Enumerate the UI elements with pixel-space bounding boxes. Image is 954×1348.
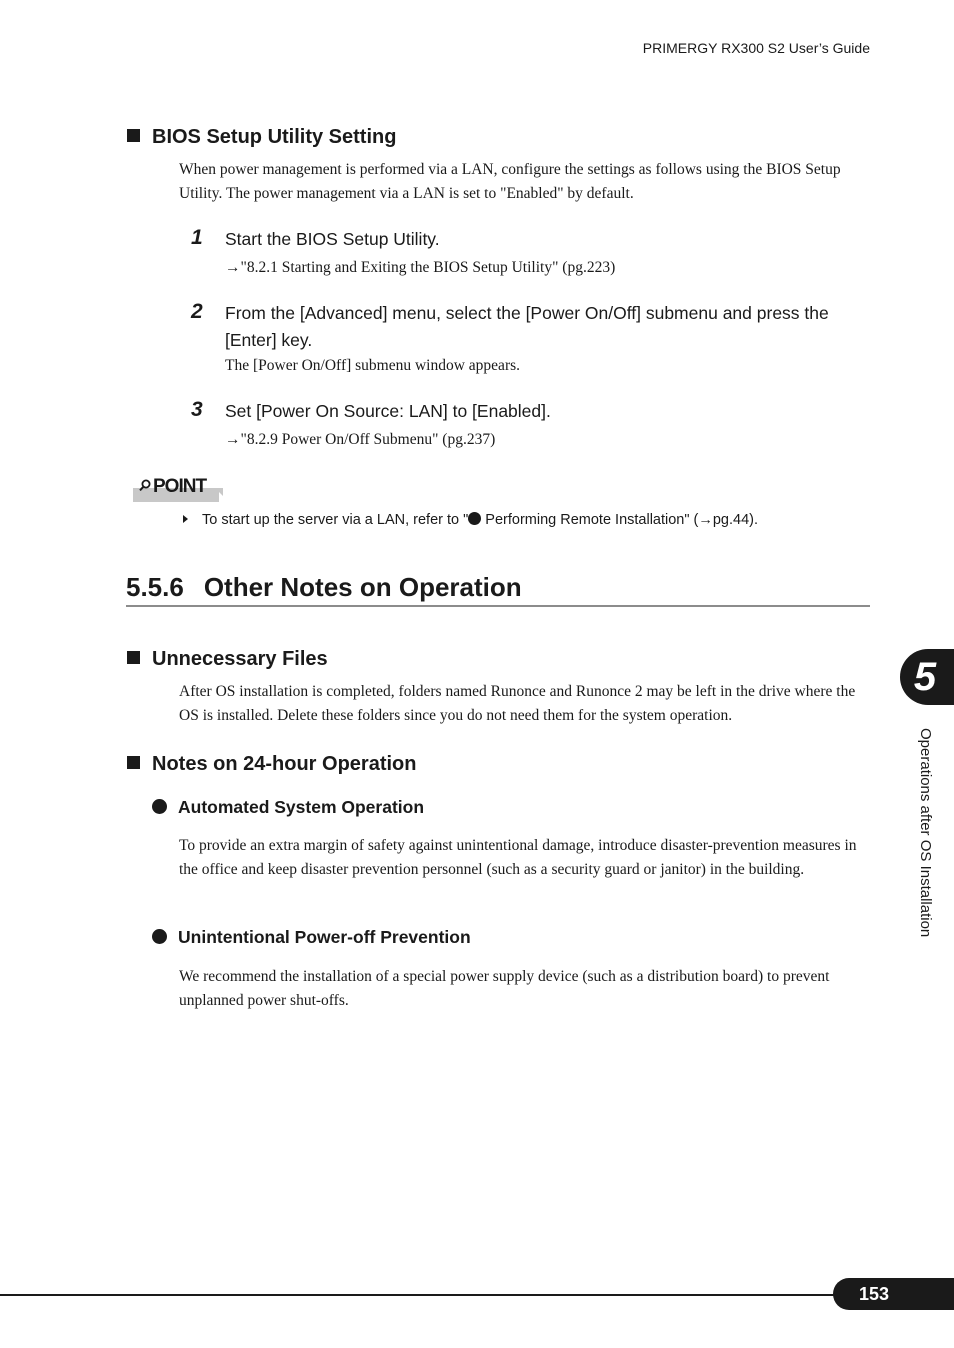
circle-bullet-icon — [152, 799, 167, 814]
triangle-bullet-icon — [183, 515, 188, 523]
step-text-2: From the [Advanced] menu, select the [Power On/Off] submenu and press the [Enter] key. — [225, 303, 829, 350]
automated-operation-heading: Automated System Operation — [152, 797, 424, 818]
step-text-3: Set [Power On Source: LAN] to [Enabled]. — [225, 401, 551, 421]
notes-24h-heading: Notes on 24-hour Operation — [127, 753, 416, 776]
square-bullet-icon — [127, 651, 140, 664]
footer-rule — [0, 1294, 840, 1296]
step-number-3: 3 — [191, 398, 203, 421]
bios-setup-heading: BIOS Setup Utility Setting — [127, 126, 396, 149]
running-header: PRIMERGY RX300 S2 User’s Guide — [642, 40, 870, 56]
chapter-title-vertical: Operations after OS Installation — [917, 728, 934, 938]
poweroff-prevention-body: We recommend the installation of a special power supply device (such as a distribution board) to prevent unplanned power shut-offs. — [179, 968, 830, 1009]
point-item: To start up the server via a LAN, refer to " Performing Remote Installation" (→pg.44). — [183, 512, 758, 528]
bios-setup-intro: When power management is performed via a LAN, configure the settings as follows using the BIOS Setup Utility. The power management via a LAN is set to "Enabled" by default. — [179, 161, 841, 202]
poweroff-prevention-heading: Unintentional Power-off Prevention — [152, 927, 471, 948]
section-number: 5.5.6 — [126, 572, 184, 602]
step-text-1: Start the BIOS Setup Utility. — [225, 229, 440, 249]
point-reference[interactable]: Performing Remote Installation" (→pg.44). — [481, 512, 759, 528]
unnecessary-files-heading: Unnecessary Files — [127, 648, 328, 671]
automated-operation-body: To provide an extra margin of safety against unintentional damage, introduce disaster-prevention measures in the office and keep disaster prevention personnel (such as a security guard or janitor) in the building. — [179, 837, 857, 878]
section-title: Other Notes on Operation — [203, 572, 522, 602]
section-divider — [126, 605, 870, 607]
chapter-number: 5 — [913, 655, 937, 699]
unnecessary-files-body: After OS installation is completed, folders named Runonce and Runonce 2 may be left in the drive where the OS is installed. Delete these folders since you do not need them for the system operation. — [179, 683, 856, 724]
square-bullet-icon — [127, 129, 140, 142]
square-bullet-icon — [127, 756, 140, 769]
section-heading — [126, 572, 522, 603]
page-number: 153 — [858, 1284, 890, 1304]
point-label: POINT — [153, 476, 207, 497]
step-reference-1[interactable]: →"8.2.1 Starting and Exiting the BIOS Setup Utility" (pg.223) — [225, 259, 616, 276]
circle-bullet-icon — [468, 512, 481, 525]
point-badge — [133, 476, 223, 502]
step-reference-3[interactable]: →"8.2.9 Power On/Off Submenu" (pg.237) — [225, 431, 496, 448]
step-number-2: 2 — [191, 300, 203, 323]
step-number-1: 1 — [191, 226, 203, 249]
circle-bullet-icon — [152, 929, 167, 944]
magnifier-icon — [139, 479, 151, 491]
step-note-2: The [Power On/Off] submenu window appears. — [225, 357, 521, 374]
